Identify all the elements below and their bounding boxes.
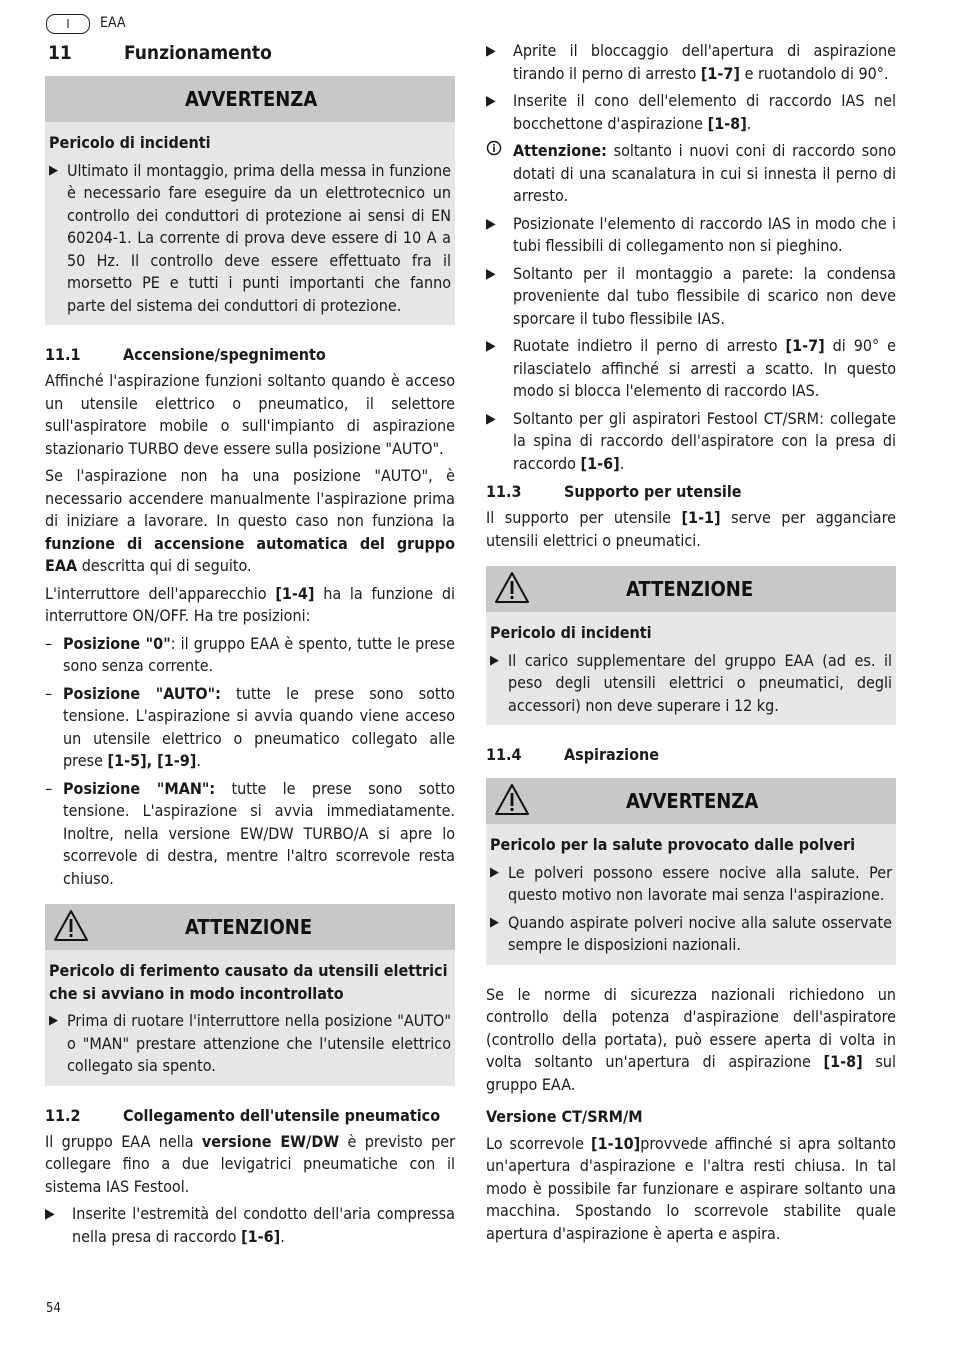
warning-item: ▶ Prima di ruotare l'interruttore nella posizione "AUTO" o "MAN" prestare attenzione che l'utensile elettrico collegato sia spento.	[49, 1010, 451, 1078]
warning-triangle-icon	[494, 783, 530, 817]
warning-subtitle: Pericolo di ferimento causato da utensili elettrici che si avviano in modo incontrollato	[49, 961, 448, 1003]
warning-triangle-icon	[53, 909, 89, 943]
subsection-heading: 11.4 Aspirazione	[486, 745, 659, 764]
warning-triangle-icon	[494, 571, 530, 605]
list-item: – Posizione "0": il gruppo EAA è spento, tutte le prese sono senza corrente.	[45, 633, 456, 675]
triangle-bullet-icon: ▶	[486, 410, 496, 427]
language-badge: I	[46, 14, 90, 34]
warning-title: AVVERTENZA	[185, 86, 318, 111]
paragraph: Il supporto per utensile [1-1] serve per agganciare utensili elettrici o pneumatici.	[486, 508, 896, 550]
paragraph: L'interruttore dell'apparecchio [1-4] ha la funzione di interruttore ON/OFF. Ha tre posizioni:	[45, 583, 456, 625]
triangle-bullet-icon: ▶	[486, 43, 496, 59]
warning-item: ▶ Le polveri possono essere nocive alla salute. Per questo motivo non lavorate mai senza l'aspirazione.	[490, 862, 892, 907]
triangle-bullet-icon: ▶	[490, 864, 499, 880]
product-code: EAA	[100, 15, 126, 31]
note-item: Attenzione: soltanto i nuovi coni di raccordo sono dotati di una scanalatura in cui si innesta il perno di arresto.	[486, 140, 896, 208]
warning-header	[45, 76, 455, 122]
subsection-heading: 11.1 Accensione/spegnimento	[45, 345, 326, 364]
warning-box-attenzione	[45, 904, 455, 1086]
info-icon	[486, 140, 513, 208]
triangle-bullet-icon: ▶	[49, 1013, 58, 1028]
warning-title: ATTENZIONE	[185, 914, 313, 939]
subsection-heading: 11.3 Supporto per utensile	[486, 482, 742, 501]
instruction-item: ▶ Soltanto per il montaggio a parete: la condensa proveniente dal tubo flessibile di scarico non deve sporcare il tubo flessibile IAS.	[486, 263, 896, 331]
triangle-bullet-icon: ▶	[490, 652, 499, 668]
instruction-item: ▶ Inserite l'estremità del condotto dell'aria compressa nella presa di raccordo [1-6].	[45, 1203, 455, 1248]
page-number: 54	[46, 1301, 61, 1316]
warning-title: ATTENZIONE	[626, 576, 754, 601]
section-number: 11	[48, 42, 72, 64]
paragraph: Se l'aspirazione non ha una posizione "AUTO", è necessario accendere manualmente l'aspirazione prima di iniziare a lavorare. In questo caso non funziona la funzione di accensione automatica del gruppo EAA descritta qui di seguito.	[45, 466, 455, 575]
list-item: – Posizione "AUTO": tutte le prese sono sotto tensione. L'aspirazione si avvia quando viene acceso un utensile elettrico o pneumatico collegato alle prese [1-5], [1-9].	[45, 683, 455, 770]
triangle-bullet-icon: ▶	[486, 265, 496, 282]
triangle-bullet-icon: ▶	[486, 93, 496, 109]
paragraph: Se le norme di sicurezza nazionali richiedono un controllo della potenza d'aspirazione dell'aspiratore (controllo della portata), può essere aperta di volta in volta soltanto un'apertura di aspirazione [1-8] sul gruppo EAA.	[486, 984, 896, 1094]
warning-subtitle: Pericolo di incidenti	[49, 133, 211, 152]
instruction-item: ▶ Posizionate l'elemento di raccordo IAS in modo che i tubi flessibili di collegamento non si pieghino.	[486, 213, 896, 258]
instruction-item: ▶ Inserite il cono dell'elemento di raccordo IAS nel bocchettone d'aspirazione [1-8].	[486, 90, 896, 135]
triangle-bullet-icon: ▶	[49, 162, 58, 178]
warning-box-avvertenza	[486, 778, 896, 965]
warning-header	[486, 778, 896, 824]
version-heading: Versione CT/SRM/M	[486, 1107, 643, 1126]
triangle-bullet-icon: ▶	[486, 338, 496, 354]
warning-box-avvertenza	[45, 76, 455, 325]
warning-item: ▶ Ultimato il montaggio, prima della messa in funzione è necessario fare eseguire da un elettrotecnico un controllo dei conduttori di protezione ai sensi di EN 60204-1. La corrente di prova deve essere di 10 A a 50 Hz. Il controllo deve essere effettuato fra il morsetto PE e tutti i punti importanti che fanno parte del sistema dei conduttori di protezione.	[49, 160, 451, 318]
triangle-bullet-icon: ▶	[486, 215, 496, 232]
warning-box-attenzione	[486, 566, 896, 725]
triangle-bullet-icon: ▶	[490, 914, 499, 930]
warning-subtitle: Pericolo di incidenti	[490, 623, 652, 642]
right-column	[486, 40, 896, 1245]
list-item: – Posizione "MAN": tutte le prese sono sotto tensione. L'aspirazione si avvia immediatamente. Inoltre, nella versione EW/DW TURBO/A si apre lo scorrevole di destra, mentre l'altro scorrevole resta chiuso.	[45, 778, 455, 888]
paragraph: Il gruppo EAA nella versione EW/DW è previsto per collegare fino a due levigatrici pneumatiche con il sistema IAS Festool.	[45, 1131, 455, 1196]
left-column	[45, 76, 455, 1248]
instruction-item: ▶ Ruotate indietro il perno di arresto [1-7] di 90° e rilasciatelo affinché si arresti a scatto. In questo modo si blocca l'elemento di raccordo IAS.	[486, 335, 896, 403]
paragraph: Lo scorrevole [1-10]provvede affinché si apra soltanto un'apertura d'aspirazione e l'altra resti chiusa. In tal modo è possibile far funzionare e aspirare soltanto una macchina. Spostando lo scorrevole stabilite quale apertura d'aspirazione è aperta e aspira.	[486, 1133, 896, 1243]
paragraph: Affinché l'aspirazione funzioni soltanto quando è acceso un utensile elettrico o pneumatico, il selettore sull'aspiratore mobile o sull'impianto di aspirazione stazionario TURBO deve essere sulla posizione "AUTO".	[45, 371, 455, 458]
subsection-heading: 11.2 Collegamento dell'utensile pneumatico	[45, 1105, 441, 1125]
warning-header	[45, 904, 455, 950]
section-title: Funzionamento	[124, 42, 272, 64]
instruction-item: ▶ Aprite il bloccaggio dell'apertura di aspirazione tirando il perno di arresto [1-7] e ruotandolo di 90°.	[486, 40, 896, 85]
warning-item: ▶ Il carico supplementare del gruppo EAA (ad es. il peso degli utensili elettrici o pneumatici, degli accessori) non deve superare i 12 kg.	[490, 650, 892, 718]
warning-title: AVVERTENZA	[626, 788, 759, 813]
triangle-bullet-icon: ▶	[45, 1206, 55, 1222]
instruction-item: ▶ Soltanto per gli aspiratori Festool CT/SRM: collegate la spina di raccordo dell'aspiratore con la presa di raccordo [1-6].	[486, 408, 896, 476]
warning-subtitle: Pericolo per la salute provocato dalle polveri	[490, 835, 856, 854]
warning-item: ▶ Quando aspirate polveri nocive alla salute osservate sempre le disposizioni nazionali.	[490, 912, 892, 957]
warning-header	[486, 566, 896, 612]
